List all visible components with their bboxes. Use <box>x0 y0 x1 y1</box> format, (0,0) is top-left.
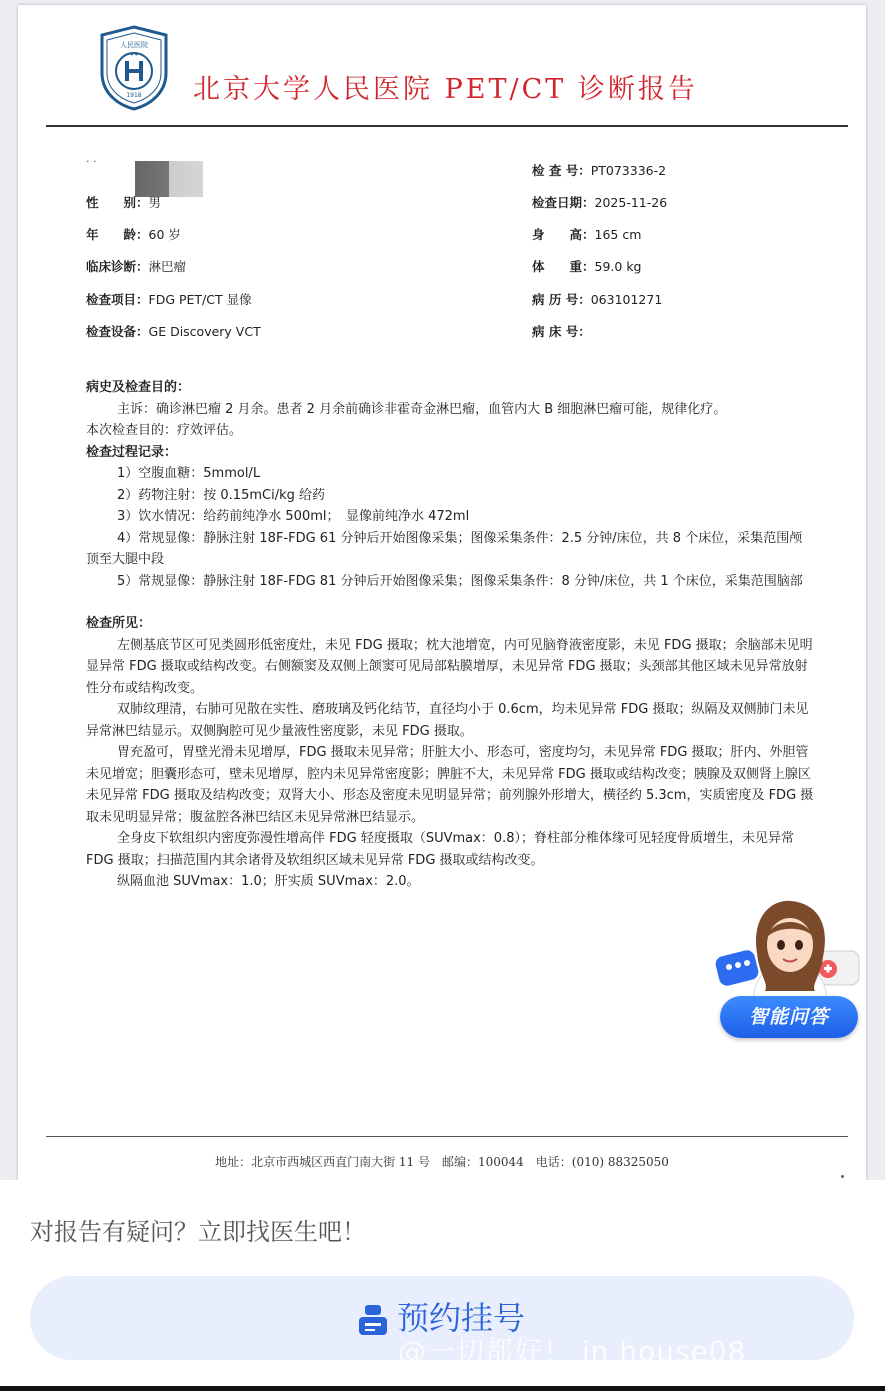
field-label: 检查日期： <box>532 195 595 210</box>
field-exam-item <box>86 290 252 308</box>
page-marker <box>841 1175 844 1178</box>
process-item: 3）饮水情况：给药前纯净水 500ml； 显像前纯净水 472ml <box>117 509 470 524</box>
field-label: 年 龄： <box>86 227 149 242</box>
field-label: 检查设备： <box>86 324 149 339</box>
field-label: 临床诊断： <box>86 259 149 274</box>
field-bed-number <box>532 322 591 340</box>
findings-paragraph: 纵隔血池 SUVmax：1.0；肝实质 SUVmax：2.0。 <box>117 874 420 889</box>
field-label: 病 床 号： <box>532 324 591 339</box>
field-age <box>86 225 181 243</box>
field-height <box>532 225 641 243</box>
findings-paragraph: 全身皮下软组织内密度弥漫性增高伴 FDG 轻度摄取（SUVmax：0.8）；脊柱部分椎体缘可见轻度骨质增生，未见异常 FDG 摄取；扫描范围内其余诸骨及软组织区域未见异常 FDG 摄取或结构改变。 <box>86 831 794 868</box>
field-diagnosis <box>86 257 186 275</box>
field-label: 性 别： <box>86 195 149 210</box>
process-item: 2）药物注射：按 0.15mCi/kg 给药 <box>117 487 325 503</box>
footer-divider <box>46 1136 848 1137</box>
field-value: PT073336-2 <box>590 163 667 178</box>
hospital-address: 地址：北京市西城区西直门南大街 11 号 邮编：100044 电话：(010) 88325050 <box>215 1155 669 1169</box>
field-value: 淋巴瘤 <box>148 259 187 274</box>
field-record-number <box>532 290 662 308</box>
field-label: 检查项目： <box>86 292 149 307</box>
system-bottom-bar <box>0 1386 885 1391</box>
field-label: 检 查 号： <box>532 163 591 178</box>
hospital-logo-icon <box>98 25 170 111</box>
field-value: 59.0 kg <box>594 259 642 274</box>
field-value: 063101271 <box>590 292 663 307</box>
findings-paragraph: 胃充盈可，胃壁光滑未见增厚，FDG 摄取未见异常；肝脏大小、形态可，密度均匀，未见异常 FDG 摄取；肝内、外胆管未见增宽；胆囊形态可，壁未见增厚，腔内未见异常密度影；脾脏不大，未见异常 FDG 摄取或结构改变；胰腺及双侧肾上腺区未见异常 FDG 摄取及结构改变；双肾大小、形态及密度未见明显异常；前列腺外形增大，横径约 5.3cm，实质密度及 FDG 摄取未见明显异常；腹盆腔各淋巴结区未见异常淋巴结显示。 <box>86 745 814 825</box>
process-item: 5）常规显像：静脉注射 18F-FDG 81 分钟后开始图像采集；图像采集条件：8 分钟/床位，共 1 个床位，采集范围脑部 <box>117 573 803 589</box>
history-title: 病史及检查目的： <box>86 380 191 395</box>
findings-title: 检查所见： <box>86 616 152 631</box>
process-item: 1）空腹血糖：5mmol/L <box>117 466 261 481</box>
header-divider <box>46 125 848 127</box>
watermark-text: @一切都好！ in house08 <box>398 1335 747 1368</box>
history-paragraph: 主诉：确诊淋巴瘤 2 月余。患者 2 月余前确诊非霍奇金淋巴瘤，血管内大 B 细胞淋巴瘤可能，规律化疗。 <box>117 401 727 417</box>
field-gender <box>86 193 161 211</box>
logo-text: 人民医院 <box>120 41 148 49</box>
field-label: 体 重： <box>532 259 595 274</box>
findings-paragraph: 双肺纹理清，右肺可见散在实性、磨玻璃及钙化结节，直径均小于 0.6cm，均未见异常 FDG 摄取；纵隔及双侧肺门未见异常淋巴结显示。双侧胸腔可见少量液性密度影，未见 FDG 摄取。 <box>86 702 809 739</box>
field-label: 病 历 号： <box>532 292 591 307</box>
findings-paragraph: 左侧基底节区可见类圆形低密度灶，未见 FDG 摄取；枕大池增宽，内可见脑脊液密度影，未见 FDG 摄取；余脑部未见明显异常 FDG 摄取或结构改变。右侧额窦及双侧上颌窦可见局部粘膜增厚，未见异常 FDG 摄取；头颈部其他区域未见异常放射性分布或结构改变。 <box>86 637 813 696</box>
name-label-redacted: · · <box>86 155 97 168</box>
question-prompt: 对报告有疑问？立即找医生吧！ <box>30 1218 366 1246</box>
book-appointment-label: 预约挂号 <box>396 1299 525 1337</box>
process-item: 4）常规显像：静脉注射 18F-FDG 61 分钟后开始图像采集；图像采集条件：2.5 分钟/床位，共 8 个床位，采集范围颅顶至大腿中段 <box>86 530 803 567</box>
field-value: 男 <box>148 195 162 210</box>
field-equipment <box>86 322 261 340</box>
field-label: 身 高： <box>532 227 595 242</box>
registration-icon <box>359 1305 387 1335</box>
field-value: 165 cm <box>594 227 642 242</box>
smart-qa-button[interactable]: 智能问答 <box>720 996 858 1038</box>
report-body <box>86 377 814 893</box>
field-exam-date <box>532 193 667 211</box>
report-title: 北京大学人民医院 PET/CT 诊断报告 <box>193 74 698 105</box>
redacted-patient-name <box>135 161 203 197</box>
field-value: FDG PET/CT 显像 <box>148 292 252 307</box>
field-exam-number <box>532 161 666 179</box>
history-purpose: 本次检查目的：疗效评估。 <box>86 423 243 438</box>
field-value: 2025-11-26 <box>594 195 668 210</box>
logo-year: 1918 <box>126 92 142 99</box>
field-value: 60 岁 <box>148 227 181 242</box>
field-value: GE Discovery VCT <box>148 324 261 339</box>
process-title: 检查过程记录： <box>86 444 178 460</box>
field-weight <box>532 257 642 275</box>
